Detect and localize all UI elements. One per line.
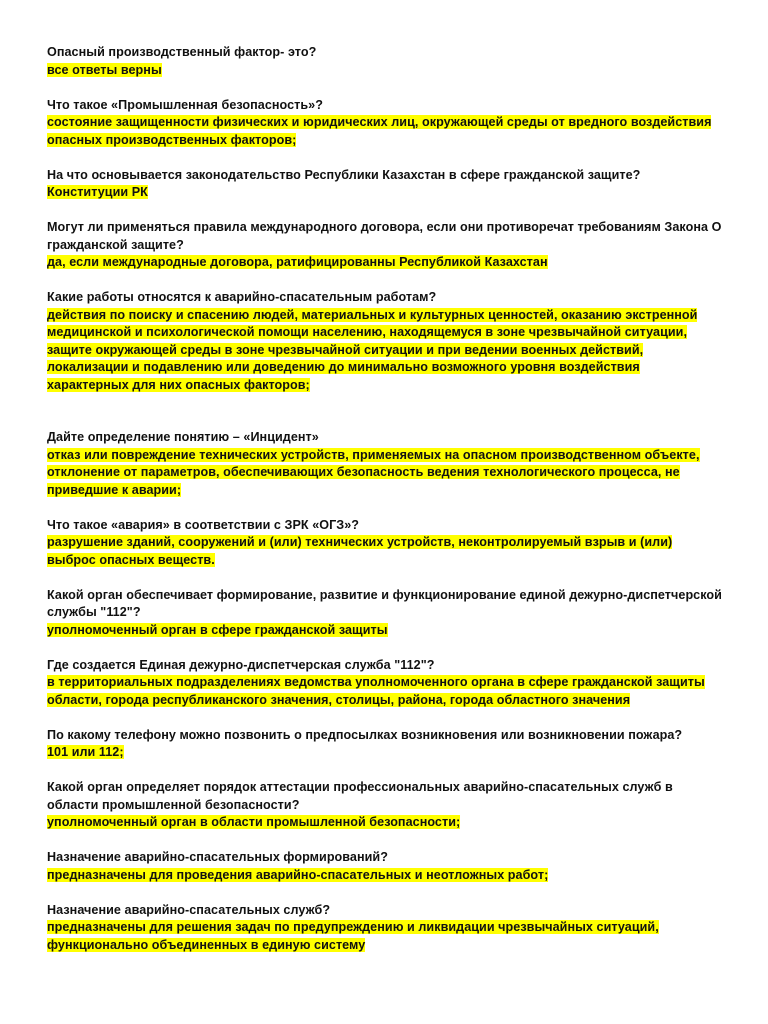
qa-item-3 <box>47 167 723 202</box>
qa-item-2 <box>47 97 723 150</box>
highlighted-answer: состояние защищенности физических и юридических лиц, окружающей среды от вредного воздействия опасных производственных факторов; <box>47 115 712 147</box>
qa-item-12 <box>47 849 723 884</box>
question-text: Что такое «Промышленная безопасность»? <box>47 97 323 112</box>
question-text: Где создается Единая дежурно-диспетчерская служба "112"? <box>47 657 435 672</box>
qa-item-9 <box>47 657 723 710</box>
highlighted-answer: да, если международные договора, ратифицированны Республикой Казахстан <box>47 255 548 269</box>
qa-item-10 <box>47 727 723 762</box>
qa-item-13 <box>47 902 723 955</box>
question-text: Что такое «авария» в соответствии с ЗРК «ОГЗ»? <box>47 517 360 532</box>
qa-item-6 <box>47 429 723 499</box>
qa-item-7 <box>47 517 723 570</box>
question-text: На что основывается законодательство Республики Казахстан в сфере гражданской защите? <box>47 167 641 182</box>
question-text: Дайте определение понятию – «Инцидент» <box>47 430 319 444</box>
highlighted-answer: 101 или 112; <box>47 745 124 759</box>
question-text: Назначение аварийно-спасательных формирований? <box>47 850 388 864</box>
highlighted-answer: все ответы верны <box>47 62 162 77</box>
highlighted-answer: отказ или повреждение технических устройств, применяемых на опасном производственном объекте, отклонение от параметров, обеспечивающих безопасность ведения технологического процесса, не приведшие к аварии; <box>47 447 700 497</box>
highlighted-answer: в территориальных подразделениях ведомства уполномоченного органа в сфере гражданской защиты области, города республиканского значения, столицы, района, города областного значения <box>47 675 705 707</box>
question-text: Назначение аварийно-спасательных служб? <box>47 902 331 917</box>
question-text: Какие работы относятся к аварийно-спасательным работам? <box>47 290 437 304</box>
qa-item-5 <box>47 289 723 394</box>
question-text: Опасный производственный фактор- это? <box>47 45 317 59</box>
highlighted-answer: уполномоченный орган в области промышленной безопасности; <box>47 815 461 829</box>
highlighted-answer: действия по поиску и спасению людей, материальных и культурных ценностей, оказанию экстренной медицинской и психологической помощи населению, находящемуся в зоне чрезвычайной ситуации, защите окружающей среды в зоне чрезвычайной ситуации и при ведении военных действий, локализации и подавлению или доведению до минимально возможного уровня воздействия характерных для них опасных факторов; <box>47 307 698 392</box>
question-text: Какой орган определяет порядок аттестации профессиональных аварийно-спасательных служб в области промышленной безопасности? <box>47 780 673 812</box>
question-text: Могут ли применяться правила международного договора, если они противоречат требованиям Закона О гражданской защите? <box>47 220 722 252</box>
document-page <box>47 44 723 954</box>
question-text: Какой орган обеспечивает формирование, развитие и функционирование единой дежурно-диспетчерской службы "112"? <box>47 587 722 619</box>
qa-item-8 <box>47 587 723 640</box>
qa-item-1 <box>47 44 723 79</box>
qa-item-4 <box>47 219 723 272</box>
highlighted-answer: предназначены для решения задач по предупреждению и ликвидации чрезвычайных ситуаций, функционально объединенных в единую систему <box>47 920 659 952</box>
qa-item-11 <box>47 779 723 832</box>
highlighted-answer: уполномоченный орган в сфере гражданской защиты <box>47 622 388 637</box>
question-text: По какому телефону можно позвонить о предпосылках возникновения или возникновении пожара? <box>47 727 683 742</box>
highlighted-answer: Конституции РК <box>47 185 148 199</box>
highlighted-answer: предназначены для проведения аварийно-спасательных и неотложных работ; <box>47 867 549 882</box>
highlighted-answer: разрушение зданий, сооружений и (или) технических устройств, неконтролируемый взрыв и (или) выброс опасных веществ. <box>47 535 673 567</box>
